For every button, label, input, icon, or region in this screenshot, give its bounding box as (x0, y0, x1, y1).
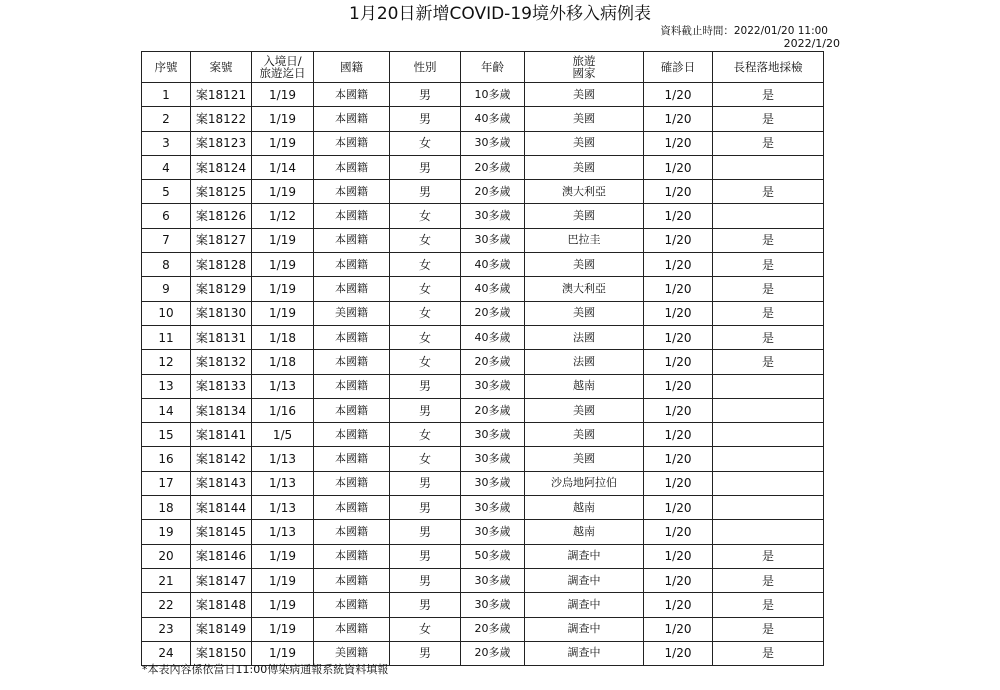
cell-sex: 男 (390, 83, 461, 107)
cell-age: 20多歲 (461, 180, 525, 204)
cell-sex: 女 (390, 204, 461, 228)
cell-entry-date: 1/13 (252, 496, 314, 520)
cell-travel-country: 調查中 (525, 593, 644, 617)
cell-nationality: 本國籍 (314, 204, 390, 228)
cell-nationality: 本國籍 (314, 155, 390, 179)
table-row (142, 180, 824, 204)
col-header-entry-line2: 旅遊迄日 (259, 66, 306, 80)
col-header-confirm: 確診日 (644, 52, 713, 83)
cell-nationality: 本國籍 (314, 423, 390, 447)
table-row (142, 617, 824, 641)
cell-seq: 24 (142, 641, 191, 665)
cell-sex: 男 (390, 180, 461, 204)
cell-confirm-date: 1/20 (644, 641, 713, 665)
case-table (141, 51, 824, 666)
cell-case: 案18133 (191, 374, 252, 398)
table-row (142, 496, 824, 520)
cell-landing-test (713, 496, 824, 520)
cell-age: 30多歲 (461, 374, 525, 398)
cell-nationality: 本國籍 (314, 228, 390, 252)
cell-confirm-date: 1/20 (644, 131, 713, 155)
cell-nationality: 本國籍 (314, 617, 390, 641)
cell-sex: 男 (390, 496, 461, 520)
table-row (142, 568, 824, 592)
cell-landing-test (713, 447, 824, 471)
cell-landing-test (713, 471, 824, 495)
cell-nationality: 本國籍 (314, 398, 390, 422)
cell-travel-country: 法國 (525, 350, 644, 374)
cell-entry-date: 1/19 (252, 253, 314, 277)
cell-travel-country: 美國 (525, 83, 644, 107)
cell-travel-country: 調查中 (525, 641, 644, 665)
cell-seq: 15 (142, 423, 191, 447)
cell-confirm-date: 1/20 (644, 544, 713, 568)
cell-age: 20多歲 (461, 155, 525, 179)
cell-nationality: 本國籍 (314, 350, 390, 374)
cell-confirm-date: 1/20 (644, 471, 713, 495)
cell-nationality: 本國籍 (314, 374, 390, 398)
cell-age: 30多歲 (461, 496, 525, 520)
cell-case: 案18148 (191, 593, 252, 617)
table-row (142, 83, 824, 107)
cell-age: 30多歲 (461, 520, 525, 544)
cell-seq: 18 (142, 496, 191, 520)
cell-travel-country: 越南 (525, 496, 644, 520)
cell-seq: 14 (142, 398, 191, 422)
cell-nationality: 本國籍 (314, 180, 390, 204)
cell-confirm-date: 1/20 (644, 593, 713, 617)
cell-landing-test: 是 (713, 180, 824, 204)
cell-nationality: 本國籍 (314, 253, 390, 277)
table-row (142, 423, 824, 447)
cell-landing-test: 是 (713, 325, 824, 349)
cell-entry-date: 1/13 (252, 374, 314, 398)
cell-confirm-date: 1/20 (644, 228, 713, 252)
cell-confirm-date: 1/20 (644, 447, 713, 471)
cell-travel-country: 澳大利亞 (525, 180, 644, 204)
cell-entry-date: 1/13 (252, 447, 314, 471)
cell-landing-test (713, 374, 824, 398)
cell-age: 20多歲 (461, 350, 525, 374)
cell-landing-test: 是 (713, 350, 824, 374)
cell-travel-country: 美國 (525, 204, 644, 228)
cell-case: 案18128 (191, 253, 252, 277)
cell-entry-date: 1/14 (252, 155, 314, 179)
cell-travel-country: 調查中 (525, 568, 644, 592)
cell-sex: 男 (390, 641, 461, 665)
cell-confirm-date: 1/20 (644, 423, 713, 447)
cell-confirm-date: 1/20 (644, 301, 713, 325)
cell-landing-test: 是 (713, 544, 824, 568)
cell-sex: 女 (390, 301, 461, 325)
cell-entry-date: 1/18 (252, 350, 314, 374)
cell-confirm-date: 1/20 (644, 107, 713, 131)
cell-landing-test: 是 (713, 277, 824, 301)
cell-sex: 男 (390, 544, 461, 568)
cell-nationality: 本國籍 (314, 496, 390, 520)
cell-travel-country: 法國 (525, 325, 644, 349)
cell-confirm-date: 1/20 (644, 180, 713, 204)
cell-nationality: 本國籍 (314, 593, 390, 617)
cell-nationality: 本國籍 (314, 520, 390, 544)
table-row (142, 277, 824, 301)
cell-entry-date: 1/19 (252, 83, 314, 107)
cell-age: 50多歲 (461, 544, 525, 568)
cell-age: 40多歲 (461, 325, 525, 349)
cell-sex: 女 (390, 253, 461, 277)
cell-sex: 男 (390, 568, 461, 592)
cell-seq: 6 (142, 204, 191, 228)
col-header-country-line1: 旅遊 (572, 54, 596, 68)
cell-landing-test (713, 204, 824, 228)
cell-landing-test (713, 423, 824, 447)
cell-sex: 男 (390, 398, 461, 422)
page-title: 1月20日新增COVID-19境外移入病例表 (349, 4, 651, 24)
cell-case: 案18132 (191, 350, 252, 374)
cell-travel-country: 調查中 (525, 617, 644, 641)
cell-confirm-date: 1/20 (644, 350, 713, 374)
cell-case: 案18143 (191, 471, 252, 495)
table-row (142, 593, 824, 617)
cell-case: 案18125 (191, 180, 252, 204)
cell-landing-test: 是 (713, 593, 824, 617)
footnote: *本表內容係依當日11:00傳染病通報系統資料填報 (142, 663, 389, 676)
table-row (142, 131, 824, 155)
cell-confirm-date: 1/20 (644, 374, 713, 398)
table-row (142, 228, 824, 252)
col-header-entry-line1: 入境日/ (263, 54, 302, 68)
cell-age: 30多歲 (461, 568, 525, 592)
cell-case: 案18124 (191, 155, 252, 179)
cell-seq: 1 (142, 83, 191, 107)
cell-seq: 20 (142, 544, 191, 568)
cell-case: 案18147 (191, 568, 252, 592)
cell-nationality: 本國籍 (314, 83, 390, 107)
cell-age: 40多歲 (461, 277, 525, 301)
cell-landing-test: 是 (713, 131, 824, 155)
cell-sex: 女 (390, 423, 461, 447)
col-header-age: 年齡 (461, 52, 525, 83)
cell-confirm-date: 1/20 (644, 204, 713, 228)
cell-landing-test: 是 (713, 617, 824, 641)
cell-confirm-date: 1/20 (644, 496, 713, 520)
cell-case: 案18122 (191, 107, 252, 131)
cell-case: 案18145 (191, 520, 252, 544)
cell-sex: 男 (390, 520, 461, 544)
cell-age: 40多歲 (461, 253, 525, 277)
cell-entry-date: 1/19 (252, 228, 314, 252)
cell-entry-date: 1/19 (252, 301, 314, 325)
cell-case: 案18127 (191, 228, 252, 252)
col-header-seq: 序號 (142, 52, 191, 83)
cell-entry-date: 1/19 (252, 180, 314, 204)
table-body (142, 83, 824, 666)
cell-nationality: 美國籍 (314, 301, 390, 325)
cell-entry-date: 1/16 (252, 398, 314, 422)
table-row (142, 398, 824, 422)
cell-seq: 5 (142, 180, 191, 204)
cell-seq: 2 (142, 107, 191, 131)
cell-landing-test (713, 155, 824, 179)
cell-sex: 男 (390, 155, 461, 179)
cell-confirm-date: 1/20 (644, 568, 713, 592)
cell-confirm-date: 1/20 (644, 325, 713, 349)
table-row (142, 253, 824, 277)
cell-nationality: 本國籍 (314, 447, 390, 471)
cell-sex: 女 (390, 447, 461, 471)
cell-nationality: 本國籍 (314, 568, 390, 592)
cell-case: 案18129 (191, 277, 252, 301)
cell-case: 案18146 (191, 544, 252, 568)
cell-entry-date: 1/19 (252, 593, 314, 617)
cell-travel-country: 越南 (525, 520, 644, 544)
cell-travel-country: 美國 (525, 253, 644, 277)
cell-sex: 女 (390, 228, 461, 252)
col-header-nationality: 國籍 (314, 52, 390, 83)
cell-sex: 男 (390, 471, 461, 495)
table-row (142, 641, 824, 665)
cell-age: 30多歲 (461, 471, 525, 495)
col-header-country (525, 52, 644, 83)
cell-entry-date: 1/13 (252, 520, 314, 544)
cell-sex: 男 (390, 593, 461, 617)
table-row (142, 325, 824, 349)
cell-seq: 7 (142, 228, 191, 252)
cell-landing-test: 是 (713, 568, 824, 592)
cell-age: 20多歲 (461, 641, 525, 665)
cell-seq: 11 (142, 325, 191, 349)
cell-case: 案18141 (191, 423, 252, 447)
cell-age: 20多歲 (461, 398, 525, 422)
cell-seq: 17 (142, 471, 191, 495)
cell-case: 案18134 (191, 398, 252, 422)
col-header-sex: 性別 (390, 52, 461, 83)
table-row (142, 155, 824, 179)
cell-case: 案18149 (191, 617, 252, 641)
cell-seq: 9 (142, 277, 191, 301)
cell-travel-country: 調查中 (525, 544, 644, 568)
cell-age: 30多歲 (461, 447, 525, 471)
cell-landing-test: 是 (713, 228, 824, 252)
cell-landing-test: 是 (713, 253, 824, 277)
cell-age: 30多歲 (461, 593, 525, 617)
cell-nationality: 本國籍 (314, 131, 390, 155)
cell-age: 20多歲 (461, 617, 525, 641)
cell-confirm-date: 1/20 (644, 253, 713, 277)
table-row (142, 350, 824, 374)
table-row (142, 471, 824, 495)
cell-entry-date: 1/12 (252, 204, 314, 228)
cell-travel-country: 美國 (525, 398, 644, 422)
cell-entry-date: 1/19 (252, 277, 314, 301)
table-row (142, 447, 824, 471)
col-header-test: 長程落地採檢 (713, 52, 824, 83)
cell-entry-date: 1/19 (252, 544, 314, 568)
cell-nationality: 美國籍 (314, 641, 390, 665)
cell-entry-date: 1/19 (252, 641, 314, 665)
table-row (142, 107, 824, 131)
table-row (142, 520, 824, 544)
cell-nationality: 本國籍 (314, 107, 390, 131)
cell-case: 案18123 (191, 131, 252, 155)
cell-age: 30多歲 (461, 423, 525, 447)
table-row (142, 544, 824, 568)
cell-landing-test: 是 (713, 301, 824, 325)
cell-travel-country: 美國 (525, 423, 644, 447)
col-header-country-line2: 國家 (572, 66, 596, 80)
cell-seq: 8 (142, 253, 191, 277)
cell-sex: 女 (390, 325, 461, 349)
cell-confirm-date: 1/20 (644, 520, 713, 544)
cell-case: 案18144 (191, 496, 252, 520)
cell-confirm-date: 1/20 (644, 398, 713, 422)
cell-travel-country: 沙烏地阿拉伯 (525, 471, 644, 495)
cell-age: 10多歲 (461, 83, 525, 107)
cell-travel-country: 巴拉圭 (525, 228, 644, 252)
cell-seq: 22 (142, 593, 191, 617)
cell-confirm-date: 1/20 (644, 83, 713, 107)
cell-entry-date: 1/19 (252, 617, 314, 641)
cell-nationality: 本國籍 (314, 544, 390, 568)
cell-confirm-date: 1/20 (644, 155, 713, 179)
cell-confirm-date: 1/20 (644, 617, 713, 641)
cell-age: 30多歲 (461, 228, 525, 252)
cell-sex: 女 (390, 350, 461, 374)
table-row (142, 374, 824, 398)
cell-travel-country: 美國 (525, 155, 644, 179)
cell-travel-country: 美國 (525, 107, 644, 131)
cell-seq: 3 (142, 131, 191, 155)
cell-nationality: 本國籍 (314, 277, 390, 301)
cell-entry-date: 1/18 (252, 325, 314, 349)
cell-nationality: 本國籍 (314, 325, 390, 349)
cell-case: 案18142 (191, 447, 252, 471)
cell-entry-date: 1/5 (252, 423, 314, 447)
cell-case: 案18121 (191, 83, 252, 107)
cell-travel-country: 美國 (525, 301, 644, 325)
table-row (142, 204, 824, 228)
cell-seq: 21 (142, 568, 191, 592)
cell-travel-country: 美國 (525, 131, 644, 155)
cell-sex: 女 (390, 131, 461, 155)
cell-travel-country: 越南 (525, 374, 644, 398)
cell-seq: 12 (142, 350, 191, 374)
cell-landing-test: 是 (713, 641, 824, 665)
cell-seq: 13 (142, 374, 191, 398)
cell-case: 案18131 (191, 325, 252, 349)
table-row (142, 301, 824, 325)
cell-age: 30多歲 (461, 204, 525, 228)
cell-entry-date: 1/19 (252, 107, 314, 131)
col-header-entry (252, 52, 314, 83)
cell-case: 案18150 (191, 641, 252, 665)
col-header-case: 案號 (191, 52, 252, 83)
cell-seq: 23 (142, 617, 191, 641)
cell-seq: 16 (142, 447, 191, 471)
cell-landing-test: 是 (713, 83, 824, 107)
cell-age: 40多歲 (461, 107, 525, 131)
table-header-row (142, 52, 824, 83)
cell-travel-country: 澳大利亞 (525, 277, 644, 301)
cell-case: 案18130 (191, 301, 252, 325)
cell-sex: 女 (390, 277, 461, 301)
cell-sex: 女 (390, 617, 461, 641)
cell-seq: 4 (142, 155, 191, 179)
cell-confirm-date: 1/20 (644, 277, 713, 301)
report-date: 2022/1/20 (783, 37, 840, 50)
cell-sex: 男 (390, 374, 461, 398)
cell-landing-test (713, 520, 824, 544)
cell-age: 20多歲 (461, 301, 525, 325)
cell-case: 案18126 (191, 204, 252, 228)
cell-nationality: 本國籍 (314, 471, 390, 495)
cell-sex: 男 (390, 107, 461, 131)
cell-age: 30多歲 (461, 131, 525, 155)
cell-seq: 19 (142, 520, 191, 544)
data-cutoff-time: 資料截止時間：2022/01/20 11:00 (660, 25, 828, 37)
cell-landing-test (713, 398, 824, 422)
cell-seq: 10 (142, 301, 191, 325)
cell-travel-country: 美國 (525, 447, 644, 471)
cell-entry-date: 1/19 (252, 131, 314, 155)
cell-landing-test: 是 (713, 107, 824, 131)
cell-entry-date: 1/19 (252, 568, 314, 592)
cell-entry-date: 1/13 (252, 471, 314, 495)
